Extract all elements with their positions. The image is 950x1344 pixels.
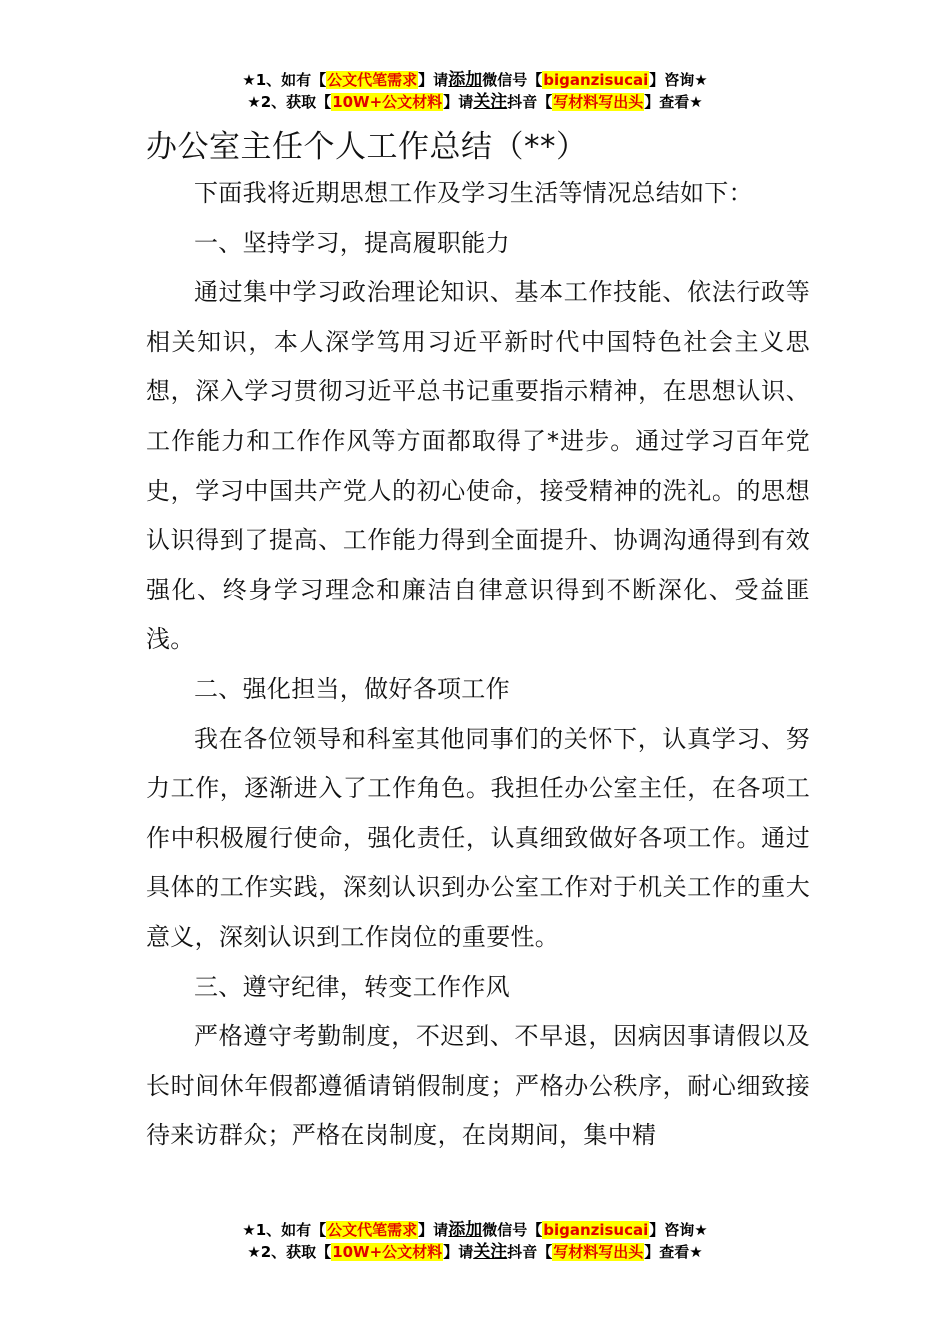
section-heading: 二、强化担当，做好各项工作 <box>194 674 510 703</box>
document-title: 办公室主任个人工作总结（**） <box>146 129 588 165</box>
banner-text: ★1、如有【 <box>242 71 327 89</box>
header-ad-banner <box>0 69 950 113</box>
banner-text: 抖音【 <box>507 1243 553 1261</box>
banner-text: 】咨询★ <box>649 1221 708 1239</box>
section-heading: 三、遵守纪律，转变工作作风 <box>194 972 510 1001</box>
banner-line-2 <box>0 91 950 113</box>
banner-highlight: 10W+公文材料 <box>332 1243 443 1261</box>
banner-text: 微信号【 <box>482 71 543 89</box>
banner-text: 】请 <box>418 1221 449 1239</box>
banner-highlight-wechat-id: biganzisucai <box>543 1221 649 1239</box>
banner-emphasis: 添加 <box>448 1220 483 1240</box>
banner-text: 】请 <box>443 93 474 111</box>
banner-highlight: 公文代笔需求 <box>327 71 418 89</box>
section-heading: 一、坚持学习，提高履职能力 <box>194 228 510 257</box>
banner-highlight: 公文代笔需求 <box>327 1221 418 1239</box>
banner-text: ★1、如有【 <box>242 1221 327 1239</box>
banner-text: 】请 <box>418 71 449 89</box>
banner-emphasis: 关注 <box>473 92 508 112</box>
banner-line-1 <box>0 1219 950 1241</box>
banner-text: 】请 <box>443 1243 474 1261</box>
banner-text: 】查看★ <box>644 1243 703 1261</box>
intro-paragraph: 下面我将近期思想工作及学习生活等情况总结如下： <box>194 179 753 207</box>
banner-text: 】查看★ <box>644 93 703 111</box>
banner-text: ★2、获取【 <box>247 93 332 111</box>
banner-emphasis: 关注 <box>473 1242 508 1262</box>
banner-text: 抖音【 <box>507 93 553 111</box>
banner-highlight: 10W+公文材料 <box>332 93 443 111</box>
body-paragraph: 通过集中学习政治理论知识、基本工作技能、依法行政等相关知识，本人深学笃用习近平新时代中国特色社会主义思想，深入学习贯彻习近平总书记重要指示精神，在思想认识、工作能力和工作作风等方面都取得了*进步。通过学习百年党史，学习中国共产党人的初心使命，接受精神的洗礼。的思想认识得到了提高、工作能力得到全面提升、协调沟通得到有效强化、终身学习理念和廉洁自律意识得到不断深化、受益匪浅。 <box>146 278 810 654</box>
footer-ad-banner <box>0 1219 950 1263</box>
body-paragraph: 严格遵守考勤制度，不迟到、不早退，因病因事请假以及长时间休年假都遵循请销假制度；严格办公秩序，耐心细致接待来访群众；严格在岗制度，在岗期间，集中精 <box>146 1022 810 1150</box>
banner-line-2 <box>0 1241 950 1263</box>
banner-text: ★2、获取【 <box>247 1243 332 1261</box>
document-body <box>146 169 810 1161</box>
banner-highlight-douyin: 写材料写出头 <box>553 1243 644 1261</box>
body-paragraph: 我在各位领导和科室其他同事们的关怀下，认真学习、努力工作，逐渐进入了工作角色。我担任办公室主任，在各项工作中积极履行使命，强化责任，认真细致做好各项工作。通过具体的工作实践，深刻认识到办公室工作对于机关工作的重大意义，深刻认识到工作岗位的重要性。 <box>146 724 810 951</box>
banner-line-1 <box>0 69 950 91</box>
banner-highlight-wechat-id: biganzisucai <box>543 71 649 89</box>
banner-emphasis: 添加 <box>448 70 483 90</box>
banner-text: 微信号【 <box>482 1221 543 1239</box>
banner-highlight-douyin: 写材料写出头 <box>553 93 644 111</box>
banner-text: 】咨询★ <box>649 71 708 89</box>
